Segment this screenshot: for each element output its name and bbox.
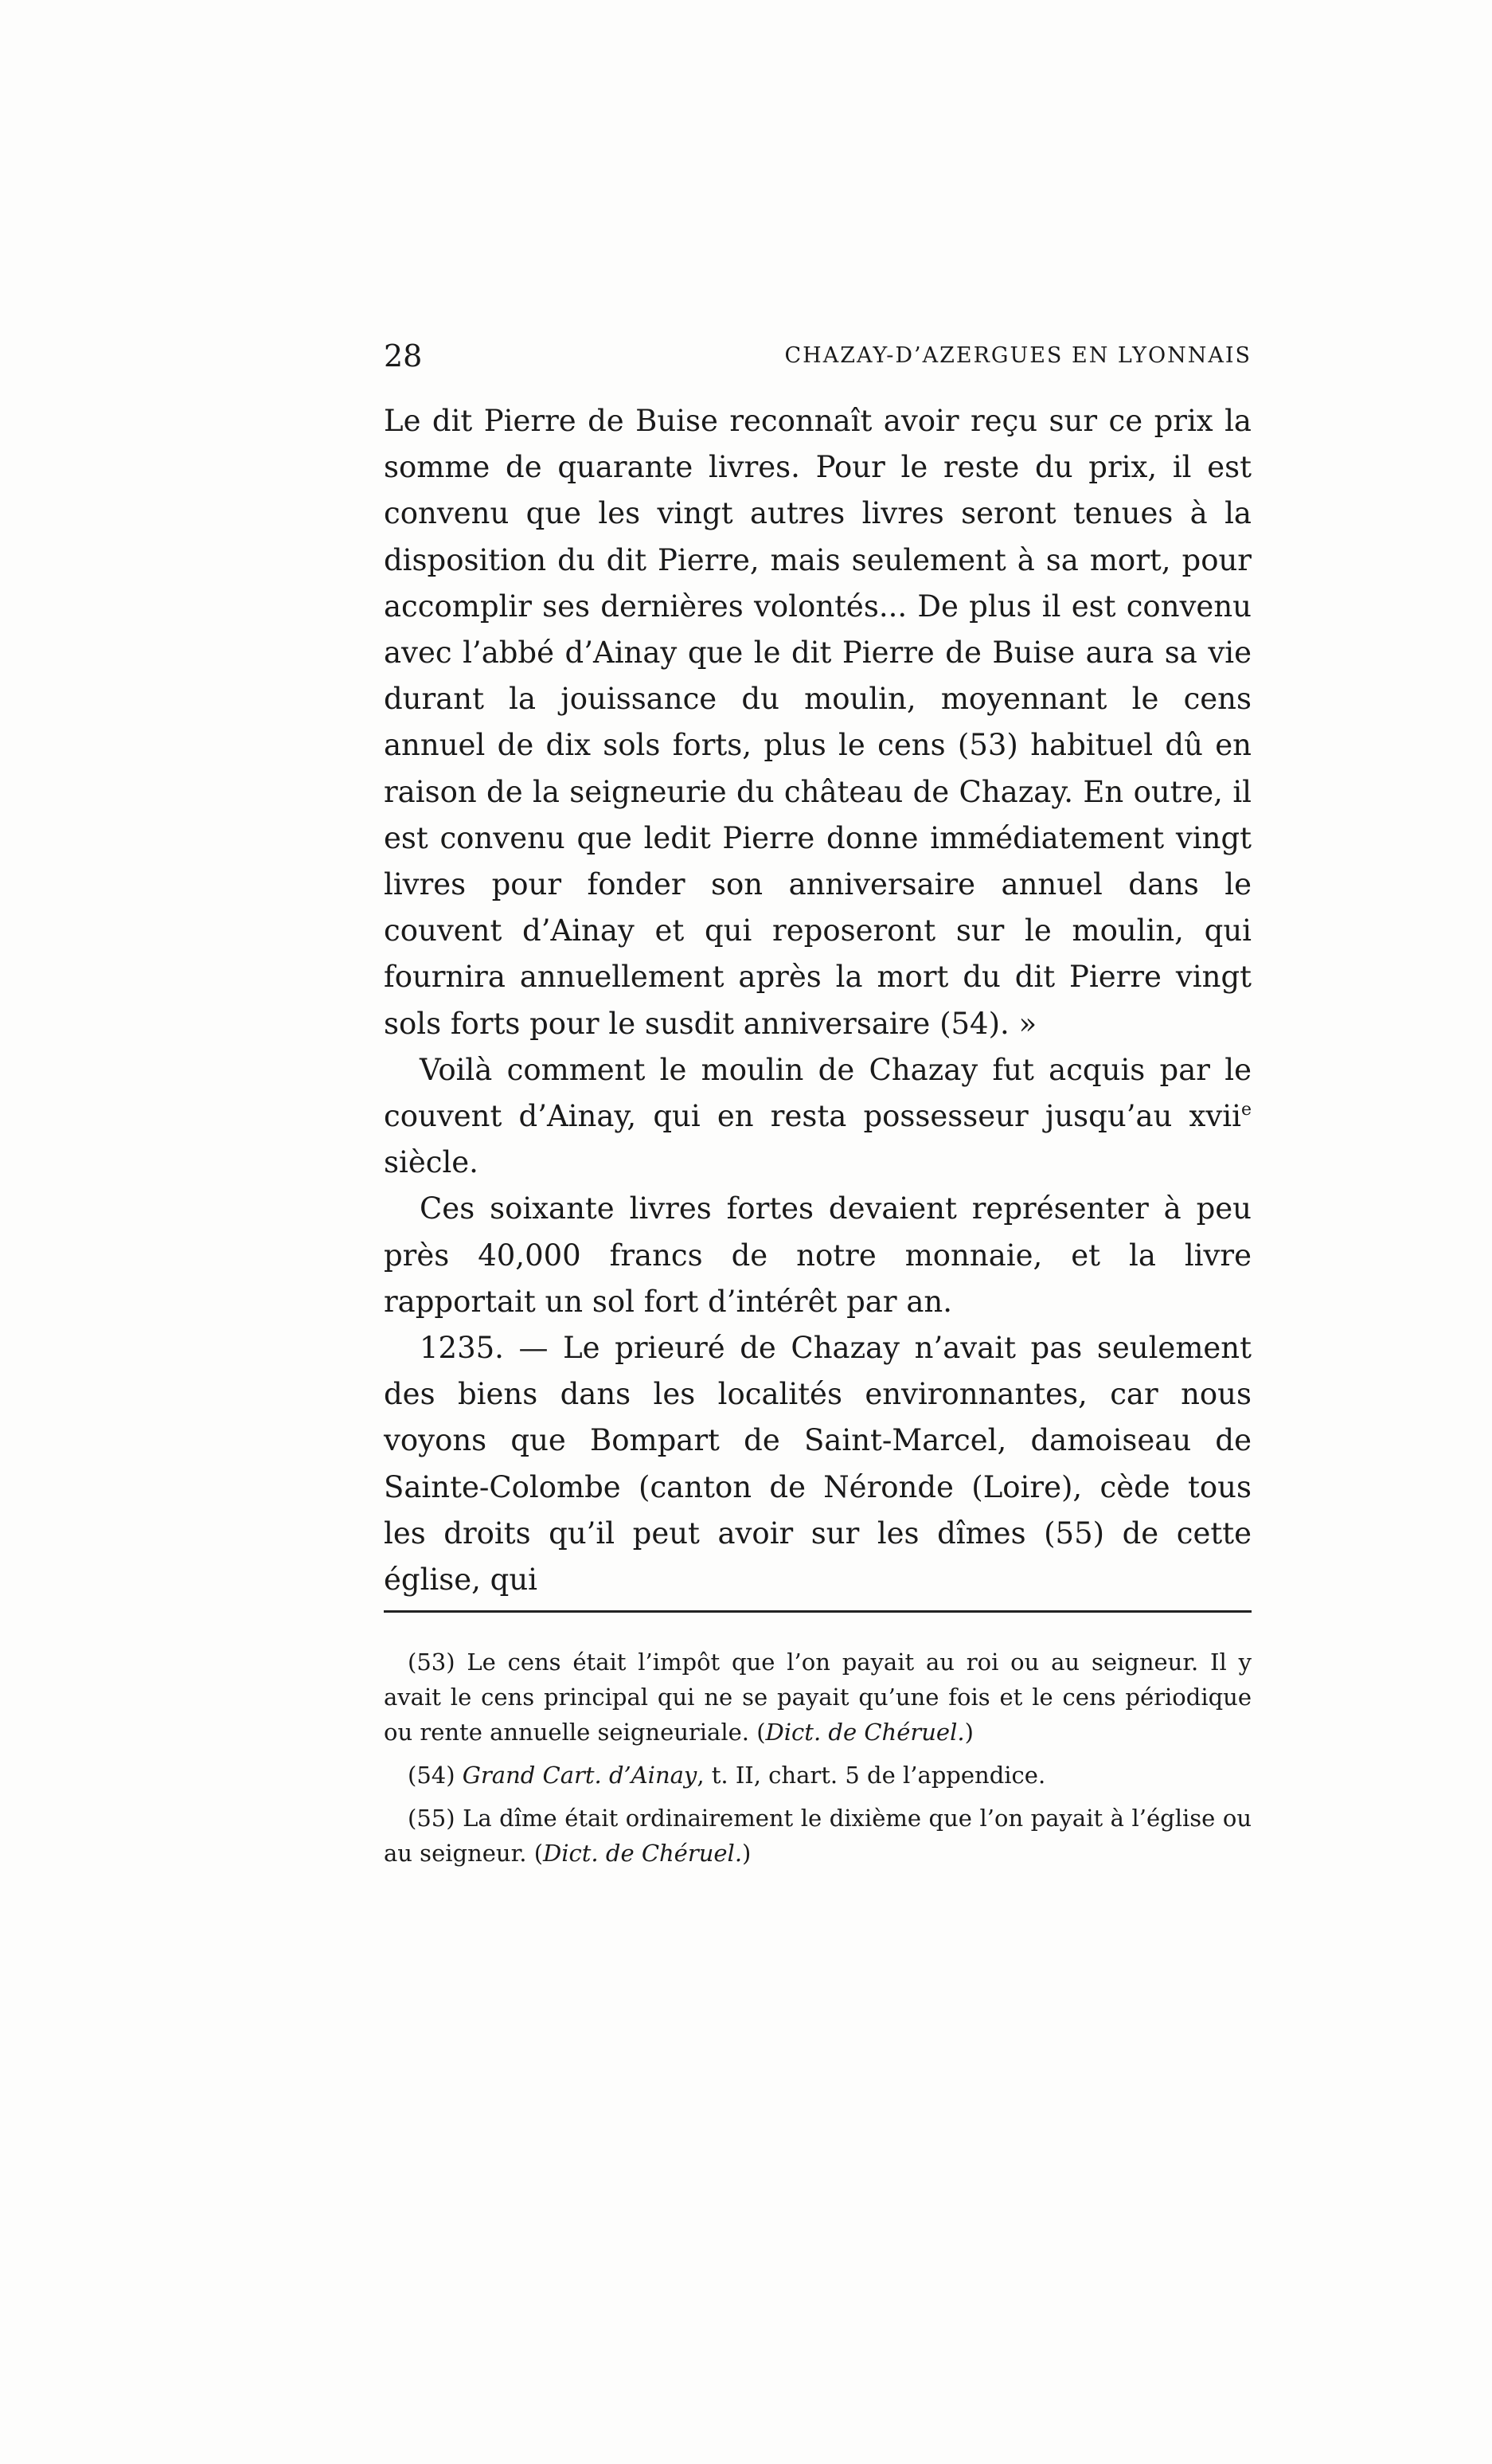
paragraph-2-end: siècle. — [384, 1145, 478, 1180]
superscript-e: e — [1240, 1100, 1252, 1121]
footnote-54-ref: Grand Cart. d’Ainay — [462, 1762, 697, 1789]
footnote-54 — [384, 1758, 1252, 1793]
footnote-53-ref: Dict. de Chéruel. — [765, 1719, 965, 1746]
paragraph-3: Ces soixante livres fortes devaient représenter à peu près 40,000 francs de notre monnaie, et la livre rapportait un sol fort d’intérêt par an. — [384, 1191, 1252, 1319]
footnote-55 — [384, 1801, 1252, 1871]
running-head — [384, 338, 1252, 378]
footnote-54-text: , t. II, chart. 5 de l’appendice. — [697, 1762, 1046, 1789]
footnote-53-close: ) — [964, 1719, 974, 1746]
footnotes — [384, 1645, 1252, 1871]
running-title: CHAZAY-D’AZERGUES EN LYONNAIS — [784, 343, 1252, 368]
page-number: 28 — [384, 338, 423, 374]
paragraph-1: Le dit Pierre de Buise reconnaît avoir reçu sur ce prix la somme de quarante livres. Pour le reste du prix, il est convenu que les vingt autres livres seront tenues à la disposition du dit Pierre, mais seulement à sa mort, pour accomplir ses dernières volontés... De plus il est convenu avec l’abbé d’Ainay que le dit Pierre de Buise aura sa vie durant la jouissance du moulin, moyennant le cens annuel de dix sols forts, plus le cens (53) habituel dû en raison de la seigneurie du château de Chazay. En outre, il est convenu que ledit Pierre donne immédiatement vingt livres pour fonder son anniversaire annuel dans le couvent d’Ainay et qui reposeront sur le moulin, qui fournira annuellement après la mort du dit Pierre vingt sols forts pour le susdit anniversaire (54). » — [384, 404, 1252, 1041]
footnote-55-ref: Dict. de Chéruel. — [543, 1840, 743, 1867]
main-text — [384, 398, 1252, 1603]
footnote-53-text: (53) Le cens était l’impôt que l’on payait au roi ou au seigneur. Il y avait le cens principal qui ne se payait qu’une fois et le cens périodique ou rente annuelle seigneuriale. ( — [384, 1649, 1252, 1746]
paragraph-2-text: Voilà comment le moulin de Chazay fut acquis par le couvent d’Ainay, qui en resta possesseur jusqu’au xvii — [384, 1052, 1252, 1134]
footnote-rule — [384, 1610, 1252, 1613]
paragraph-2 — [384, 1047, 1252, 1187]
footnote-55-text: (55) La dîme était ordinairement le dixième que l’on payait à l’église ou au seigneur. ( — [384, 1805, 1252, 1867]
paragraph-4: 1235. — Le prieuré de Chazay n’avait pas seulement des biens dans les localités environnantes, car nous voyons que Bompart de Saint-Marcel, damoiseau de Sainte-Colombe (canton de Néronde (Loire), cède tous les droits qu’il peut avoir sur les dîmes (55) de cette église, qui — [384, 1331, 1252, 1598]
footnote-54-num: (54) — [408, 1762, 463, 1789]
footnote-55-close: ) — [742, 1840, 752, 1867]
footnote-53 — [384, 1645, 1252, 1750]
